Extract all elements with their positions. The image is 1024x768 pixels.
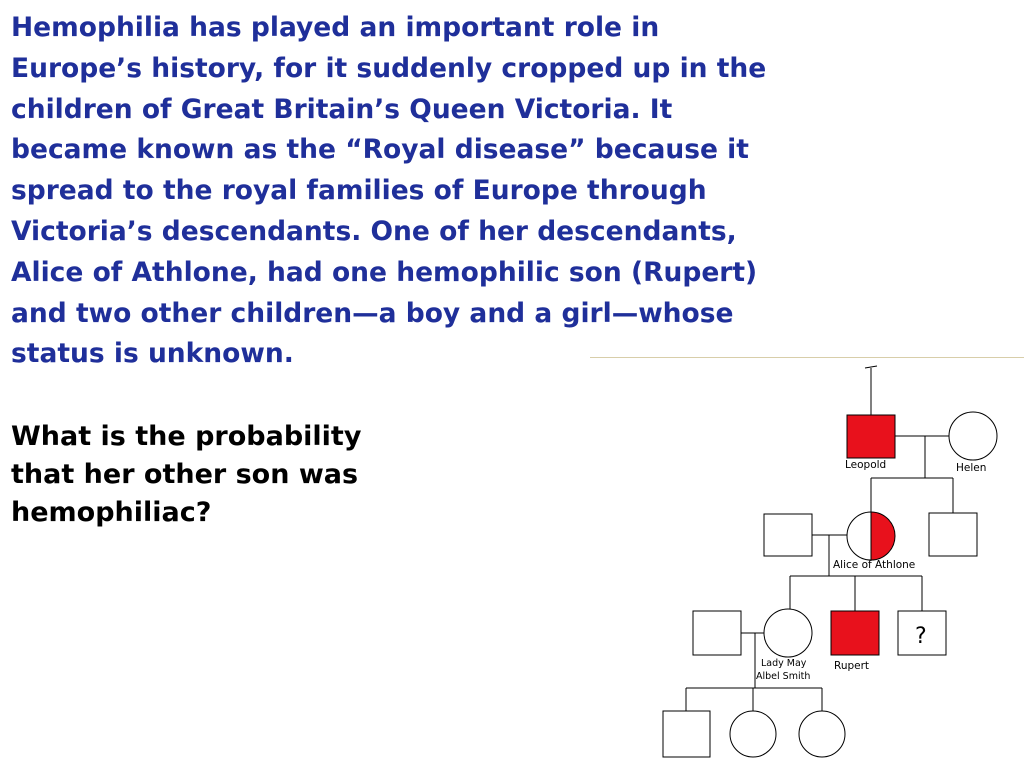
intro-paragraph: Hemophilia has played an important role in Europe’s history, for it suddenly cropped up in the children of Great Britain’s Queen Victoria. It became known as the “Royal disease” because it spread to the royal families of Europe through Victoria’s descendants. One of her descendants, Alice of Athlone, had one hemophilic son (Rupert) and two other children—a boy and a girl—whose status is unknown.	[11, 12, 767, 370]
unknown-status-mark: ?	[915, 624, 927, 649]
helen-label: Helen	[956, 462, 987, 474]
brother-male-symbol	[929, 513, 977, 556]
question-text: What is the probability that her other son was hemophiliac?	[11, 421, 362, 528]
leopold-label: Leopold	[845, 459, 887, 471]
lady-may-label-line1: Lady May	[761, 658, 807, 669]
alice-carrier-right-half	[871, 512, 895, 560]
husband-male-symbol	[693, 611, 741, 655]
helen-female-symbol	[949, 412, 997, 460]
lady-may-label-line2: Albel Smith	[756, 671, 811, 682]
alice-label: Alice of Athlone	[833, 559, 916, 571]
grandson-male-symbol	[663, 711, 710, 757]
leopold-affected-male-symbol	[847, 415, 895, 458]
leopold-parent-line	[865, 366, 877, 415]
granddaughter-1-female-symbol	[730, 711, 776, 757]
lady-may-female-symbol	[764, 609, 812, 657]
rupert-affected-male-symbol	[831, 611, 879, 655]
rupert-label: Rupert	[834, 660, 870, 672]
spouse-male-symbol	[764, 514, 812, 556]
granddaughter-2-female-symbol	[799, 711, 845, 757]
